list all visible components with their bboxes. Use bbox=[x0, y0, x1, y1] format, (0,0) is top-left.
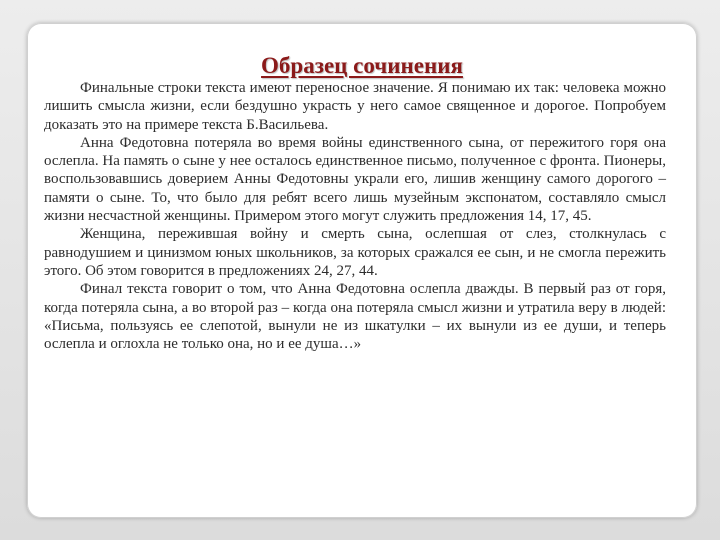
essay-paragraph-3: Женщина, пережившая войну и смерть сына, ослепшая от слез, столкнулась с равнодушием и цинизмом юных школьников, за которых сражался ее сын, и не смогла пережить этого. Об этом говорится в предложениях 24, 27, 44. bbox=[44, 226, 666, 279]
essay-paragraph-1: Финальные строки текста имеют переносное значение. Я понимаю их так: человека можно лишить смысла жизни, если бездушно украсть у него самое священное и дорогое. Попробуем доказать это на примере текста Б.Васильева. bbox=[44, 80, 666, 133]
slide-title: Образец сочинения bbox=[261, 53, 463, 78]
essay-body bbox=[44, 79, 666, 353]
slide-card bbox=[27, 23, 697, 518]
essay-paragraph-4: Финал текста говорит о том, что Анна Федотовна ослепла дважды. В первый раз от горя, когда потеряла сына, а во второй раз – когда она потеряла смысл жизни и утратила веру в людей: «Письма, пользуясь ее слепотой, вынули не из шкатулки – их вынули из ее души, и теперь ослепла и оглохла не только она, но и ее душа…» bbox=[44, 281, 666, 353]
essay-paragraph-2: Анна Федотовна потеряла во время войны единственного сына, от пережитого горя она ослепла. На память о сыне у нее осталось единственное письмо, полученное с фронта. Пионеры, воспользовавшись доверием Анны Федотовны украли его, лишив женщину самого дорогого – памяти о сыне. То, что было для ребят всего лишь музейным экспонатом, составляло смысл жизни несчастной женщины. Примером этого могут служить предложения 14, 17, 45. bbox=[44, 134, 666, 225]
